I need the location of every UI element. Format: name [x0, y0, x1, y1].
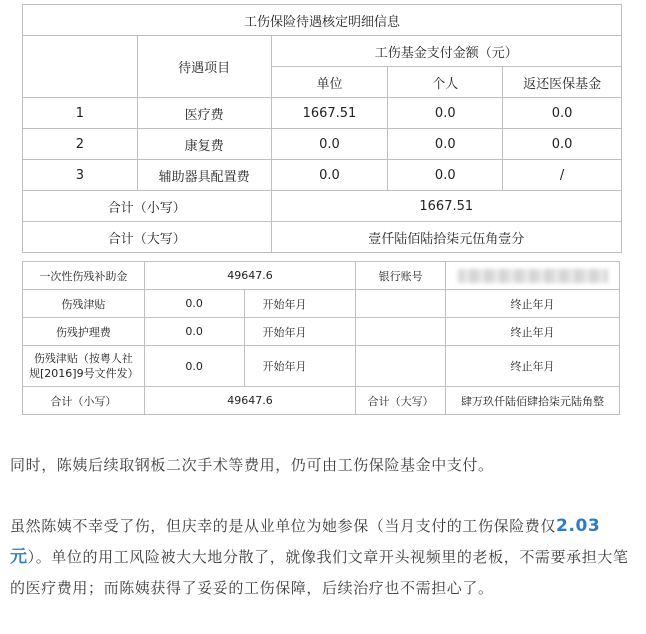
row-refund-value: 0.0 — [503, 129, 622, 160]
row-unit-value: 1667.51 — [271, 98, 388, 129]
allowance-label: 伤残津贴 — [23, 290, 145, 318]
row-personal-value: 0.0 — [388, 160, 503, 191]
sub-header-personal: 个人 — [388, 67, 503, 98]
premium-highlight: 2.03元 — [10, 516, 601, 567]
row-unit-value: 0.0 — [271, 129, 388, 160]
table-row — [23, 98, 622, 129]
treatment-detail-table — [22, 4, 622, 253]
paragraph-text: 虽然陈姨不幸受了伤，但庆幸的是从业单位为她参保（当月支付的工伤保险费仅 — [10, 517, 557, 535]
row-item: 辅助器具配置费 — [137, 160, 271, 191]
row-personal-value: 0.0 — [388, 98, 503, 129]
row-item: 康复费 — [137, 129, 271, 160]
start-month-label: 开始年月 — [244, 346, 356, 387]
row-refund-value: 0.0 — [503, 98, 622, 129]
disability-benefit-table — [22, 261, 620, 415]
start-month-label: 开始年月 — [244, 318, 356, 346]
item-header: 待遇项目 — [137, 36, 271, 98]
total-big-label: 合计（大写） — [23, 222, 272, 253]
lump-sum-value: 49647.6 — [144, 262, 355, 290]
end-month-label: 终止年月 — [446, 318, 620, 346]
total-big-label: 合计（大写） — [356, 387, 446, 415]
end-month-label: 终止年月 — [446, 290, 620, 318]
blank-cell — [356, 290, 446, 318]
paragraph-text: ）。单位的用工风险被大大地分散了，就像我们文章开头视频里的老板，不需要承担大笔的医疗费用；而陈姨获得了妥妥的工伤保障，后续治疗也不需担心了。 — [10, 548, 629, 597]
bank-account-label: 银行账号 — [356, 262, 446, 290]
end-month-label: 终止年月 — [446, 346, 620, 387]
row-number: 2 — [23, 129, 138, 160]
total-small-value: 49647.6 — [144, 387, 355, 415]
lump-sum-label: 一次性伤残补助金 — [23, 262, 145, 290]
sub-header-refund: 返还医保基金 — [503, 67, 622, 98]
row-number: 1 — [23, 98, 138, 129]
row-item: 医疗费 — [137, 98, 271, 129]
total-big-value: 肆万玖仟陆佰肆拾柒元陆角整 — [446, 387, 620, 415]
table-row — [23, 160, 622, 191]
bank-account-value — [446, 262, 620, 290]
paragraph-insurance — [10, 511, 638, 604]
row-unit-value: 0.0 — [271, 160, 388, 191]
total-small-label: 合计（小写） — [23, 191, 272, 222]
sub-header-unit: 单位 — [271, 67, 388, 98]
paragraph-followup: 同时，陈姨后续取钢板二次手术等费用，仍可由工伤保险基金中支付。 — [10, 456, 494, 474]
row-personal-value: 0.0 — [388, 129, 503, 160]
table-row — [23, 129, 622, 160]
row-refund-value: / — [503, 160, 622, 191]
blank-cell — [356, 346, 446, 387]
nursing-fee-label: 伤残护理费 — [23, 318, 145, 346]
special-allowance-value: 0.0 — [144, 346, 244, 387]
total-big-value: 壹仟陆佰陆拾柒元伍角壹分 — [271, 222, 621, 253]
row-number: 3 — [23, 160, 138, 191]
total-small-label: 合计（小写） — [23, 387, 145, 415]
special-allowance-label: 伤残津贴（按粤人社规[2016]9号文件发） — [23, 346, 145, 387]
blank-cell — [356, 318, 446, 346]
nursing-fee-value: 0.0 — [144, 318, 244, 346]
allowance-value: 0.0 — [144, 290, 244, 318]
blank-cell — [23, 36, 138, 98]
start-month-label: 开始年月 — [244, 290, 356, 318]
fund-header: 工伤基金支付金额（元） — [271, 36, 621, 67]
total-small-value: 1667.51 — [271, 191, 621, 222]
redacted-account — [458, 269, 608, 283]
table-title: 工伤保险待遇核定明细信息 — [23, 5, 622, 36]
